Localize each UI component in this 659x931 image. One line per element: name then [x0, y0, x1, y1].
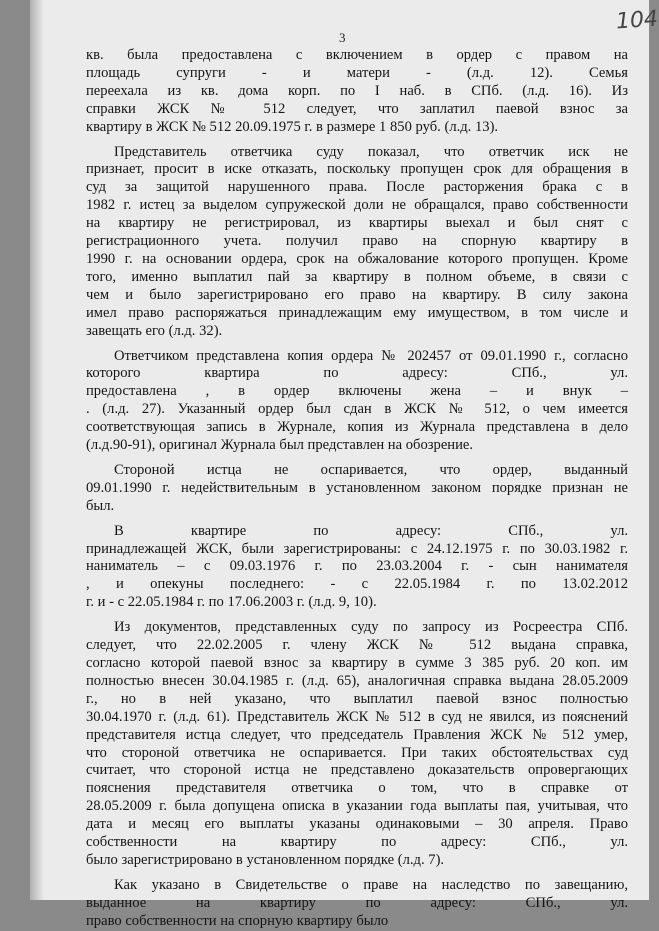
paragraph-gap: [86, 612, 628, 619]
text-line: был.: [86, 497, 115, 514]
text-line: чем и было зарегистрировано его право на квартиру. В силу закона: [86, 286, 628, 303]
text-line: Стороной истца не оспаривается, что ордер, выданный: [114, 461, 628, 478]
paragraph: [86, 462, 628, 516]
text-line: кв. была предоставлена с включением в ордер с правом на: [86, 47, 628, 63]
text-line: принадлежащей ЖСК, были зарегистрированы: с 24.12.1975 г. по 30.03.1982 г.: [86, 540, 628, 557]
text-line: право собственности на спорную квартиру было: [86, 912, 389, 929]
text-line: справки ЖСК № 512 следует, что заплатил паевой взнос за: [86, 100, 628, 117]
text-line: дата и месяц его выплаты указаны одинаковыми – 30 апреля. Право: [86, 816, 628, 833]
text-line: согласно которой паевой взнос за квартиру в сумме 3 385 руб. 20 коп. им: [86, 655, 628, 671]
text-line: суд за защитой нарушенного права. После расторжения брака с в: [86, 179, 628, 196]
paragraph: [86, 523, 628, 613]
text-line: на квартиру не регистрировал, из квартиры выехал и был снят с: [86, 215, 628, 232]
text-line: завещать его (л.д. 32).: [86, 322, 223, 339]
text-line: наниматель – с 09.03.1976 г. по 23.03.2004 г. - сын нанимателя: [86, 558, 628, 575]
text-line: регистрационного учета. получил право на спорную квартиру в: [86, 233, 628, 250]
page-number: 3: [339, 30, 346, 45]
document-page: [30, 0, 659, 929]
text-line: г., но в ней указано, что выплатил паевой взнос полностью: [86, 690, 628, 707]
text-line: Представитель ответчика суду показал, что ответчик иск не: [114, 143, 628, 160]
text-line: Ответчиком представлена копия ордера № 202457 от 09.01.1990 г., согласно: [114, 347, 628, 364]
text-line: В квартире по адресу: СПб., ул.: [114, 522, 628, 539]
text-line: , и опекуны последнего: - с 22.05.1984 г. по 13.02.2012: [86, 576, 628, 593]
handwritten-page-number: 104: [615, 6, 659, 35]
text-line: квартиру в ЖСК № 512 20.09.1975 г. в размере 1 850 руб. (л.д. 13).: [86, 118, 499, 135]
text-line: выданное на квартиру по адресу: СПб., ул.: [86, 894, 628, 911]
text-line: 09.01.1990 г. недействительным в установленном законом порядке признан не: [86, 479, 628, 496]
text-line: признает, просит в иске отказать, поскольку пропущен срок для обращения в: [86, 161, 628, 178]
text-line: что стороной ответчика не оспаривается. При таких обстоятельствах суд: [86, 744, 628, 761]
text-line: того, именно выплатил пай за квартиру в полном объеме, в связи с: [86, 268, 628, 285]
paragraph-gap: [86, 455, 628, 462]
paragraph-gap: [86, 341, 628, 348]
text-line: г. и - с 22.05.1984 г. по 17.06.2003 г. (л.д. 9, 10).: [86, 594, 377, 611]
text-line: площадь супруги - и матери - (л.д. 12). Семья: [86, 64, 628, 81]
text-line: Из документов, представленных суду по запросу из Росреестра СПб.: [114, 619, 628, 636]
document-body: [86, 47, 628, 931]
paragraph: [86, 47, 628, 137]
text-line: . (л.д. 27). Указанный ордер был сдан в ЖСК № 512, о чем имеется: [86, 401, 628, 418]
text-line: соответствующая запись в Журнале, копия из Журнала представлена в дело: [86, 419, 628, 436]
text-line: считает, что стороной истца не представлено доказательств опровергающих: [86, 762, 628, 779]
text-line: имел право распоряжаться принадлежащим ему имуществом, в том числе и: [86, 304, 628, 321]
text-line: 1990 г. на основании ордера, срок на обжалование которого пропущен. Кроме: [86, 250, 628, 267]
text-line: собственности на квартиру по адресу: СПб., ул.: [86, 834, 628, 851]
text-line: которого квартира по адресу: СПб., ул.: [86, 365, 628, 382]
text-line: пояснения представителя ответчика о том, что в справке от: [86, 780, 628, 797]
text-line: 28.05.2009 г. была допущена описка в указании года выплаты пая, учитывая, что: [86, 798, 628, 815]
text-line: переехала из кв. дома корп. по I наб. в СПб. (л.д. 16). Из: [86, 82, 628, 99]
text-line: было зарегистрировано в установленном порядке (л.д. 7).: [86, 851, 445, 868]
paragraph: [86, 348, 628, 455]
paragraph: [86, 144, 628, 341]
text-line: представителя истца следует, что председатель Правления ЖСК № 512 умер,: [86, 726, 628, 743]
text-line: следует, что 22.02.2005 г. члену ЖСК № 512 выдана справка,: [86, 637, 628, 654]
text-line: предоставлена , в ордер включены жена – и внук –: [86, 383, 628, 400]
paragraph-gap: [86, 516, 628, 523]
text-line: 1982 г. истец за выделом супружеской доли не обращался, право собственности: [86, 197, 628, 214]
paragraph: [86, 877, 628, 931]
text-line: Как указано в Свидетельстве о праве на наследство по завещанию,: [114, 876, 628, 893]
paragraph: [86, 619, 628, 870]
text-line: (л.д.90-91), оригинал Журнала был представлен на обозрение.: [86, 437, 474, 454]
paragraph-gap: [86, 137, 628, 144]
paragraph-gap: [86, 870, 628, 877]
text-line: 30.04.1970 г. (л.д. 61). Представитель ЖСК № 512 в суд не явился, из пояснений: [86, 708, 628, 725]
text-line: полностью внесен 30.04.1985 г. (л.д. 65), аналогичная справка выдана 28.05.2009: [86, 672, 628, 689]
